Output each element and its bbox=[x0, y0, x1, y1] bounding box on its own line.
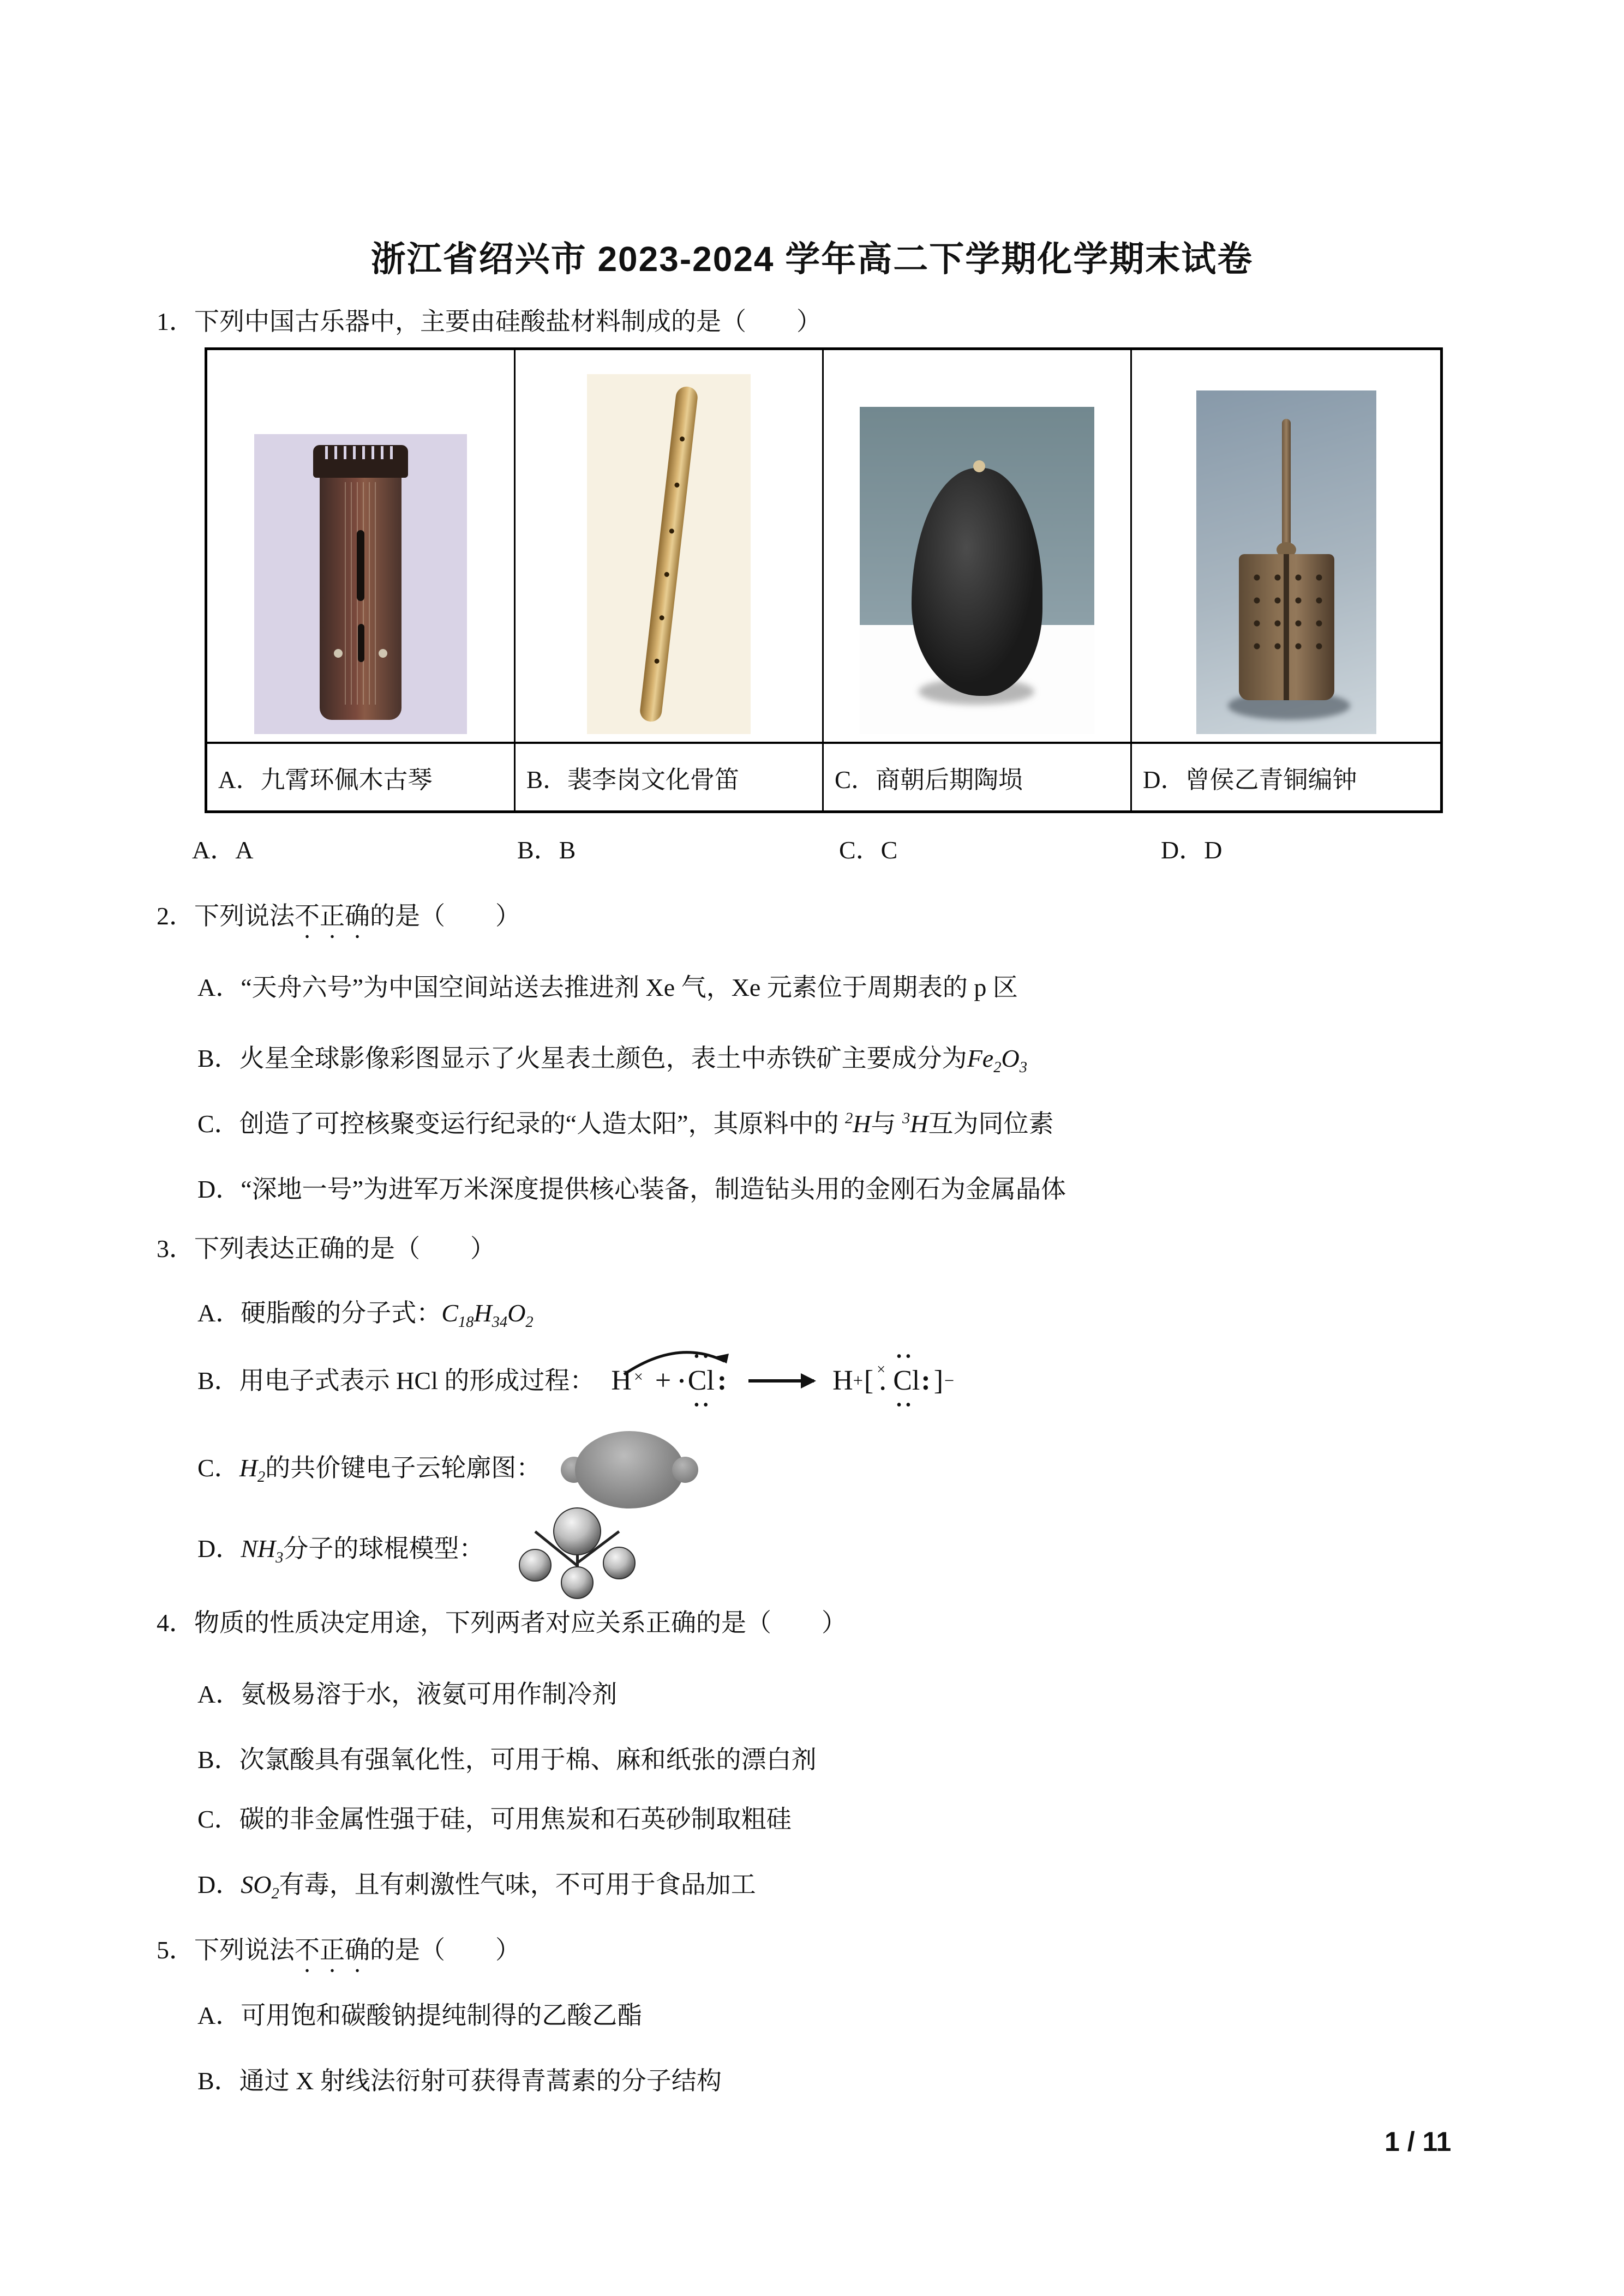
caption-guqin: A．九霄环佩木古琴 bbox=[207, 742, 516, 810]
bronze-bell-photo bbox=[1196, 390, 1376, 734]
bell-handle bbox=[1282, 419, 1291, 556]
question-1-stem: 1．下列中国古乐器中，主要由硅酸盐材料制成的是（ ） bbox=[157, 308, 822, 335]
emphasized-text: 不正确 bbox=[295, 902, 370, 930]
curved-arrow-icon bbox=[616, 1343, 745, 1379]
q5-option-a: A．可用饱和碳酸钠提纯制得的乙酸乙酯 bbox=[197, 2002, 643, 2029]
q4-option-a: A．氨极易溶于水，液氨可用作制冷剂 bbox=[197, 1680, 618, 1708]
question-2-stem: 2．下列说法不正确的是（ ） bbox=[157, 902, 520, 930]
hydrogen-ball bbox=[519, 1549, 552, 1582]
q2-option-d: D．“深地一号”为进军万米深度提供核心装备，制造钻头用的金刚石为金属晶体 bbox=[197, 1175, 1066, 1203]
q1-answer-b: B．B bbox=[517, 836, 576, 864]
q1-answer-c: C．C bbox=[839, 836, 898, 864]
caption-bell: D．曾侯乙青铜编钟 bbox=[1132, 742, 1440, 810]
q4-option-d: D．$SO_2$有毒，且有刺激性气味，不可用于食品加工 bbox=[197, 1871, 756, 1903]
hydrogen-ball bbox=[603, 1547, 636, 1579]
guqin-illustration bbox=[320, 448, 401, 720]
q5-option-b: B．通过 X 射线法衍射可获得青蒿素的分子结构 bbox=[197, 2067, 722, 2095]
flute-illustration bbox=[639, 386, 699, 723]
page-number: 1 / 11 bbox=[1385, 2126, 1452, 2157]
table-cell-xun bbox=[824, 350, 1132, 742]
pottery-xun-photo bbox=[860, 407, 1094, 734]
q2-option-a: A．“天舟六号”为中国空间站送去推进剂 Xe 气，Xe 元素位于周期表的 p 区 bbox=[197, 973, 1018, 1001]
q4-option-b: B．次氯酸具有强氧化性，可用于棉、麻和纸张的漂白剂 bbox=[197, 1746, 817, 1774]
q4-option-c: C．碳的非金属性强于硅，可用焦炭和石英砂制取粗硅 bbox=[197, 1805, 792, 1833]
reaction-arrow-icon bbox=[748, 1379, 814, 1383]
nitrogen-ball bbox=[553, 1507, 601, 1555]
hydrogen-ball bbox=[561, 1566, 594, 1599]
q2-option-c: C．创造了可控核聚变运行纪录的“人造太阳”，其原料中的 $^2$H与 $^3$H互为同位素 bbox=[197, 1110, 1054, 1138]
question-3-stem: 3．下列表达正确的是（ ） bbox=[157, 1235, 495, 1263]
question-4-stem: 4．物质的性质决定用途，下列两者对应关系正确的是（ ） bbox=[157, 1609, 847, 1637]
caption-bone-flute: B．裴李岗文化骨笛 bbox=[516, 742, 824, 810]
page-title: 浙江省绍兴市 2023-2024 学年高二下学期化学期末试卷 bbox=[370, 239, 1254, 279]
question-1-image-table bbox=[205, 347, 1443, 813]
q3-option-a: A．硬脂酸的分子式：$C_{18}H_{34}O_2$ bbox=[197, 1299, 534, 1331]
emphasized-text: 不正确 bbox=[295, 1936, 370, 1964]
table-cell-guqin bbox=[207, 350, 516, 742]
q3-option-c: C．$H_2$的共价键电子云轮廓图： bbox=[197, 1429, 698, 1511]
q1-answer-a: A．A bbox=[192, 836, 254, 864]
caption-xun: C．商朝后期陶埙 bbox=[824, 742, 1132, 810]
q3-option-d: D．$NH_3$分子的球棍模型： bbox=[197, 1499, 645, 1602]
bell-body bbox=[1239, 554, 1334, 700]
table-cell-bell bbox=[1132, 350, 1440, 742]
q2-option-b: B．火星全球影像彩图显示了火星表土颜色，表土中赤铁矿主要成分为$Fe_2O_3$ bbox=[197, 1044, 1027, 1077]
q3-option-b: B．用电子式表示 HCl 的形成过程： H × + • • • Cl • • : H + [ × • • • Cl • • : ] − bbox=[197, 1340, 954, 1422]
question-5-stem: 5．下列说法不正确的是（ ） bbox=[157, 1936, 520, 1964]
bone-flute-photo bbox=[587, 374, 751, 734]
nh3-ball-stick-model bbox=[509, 1499, 645, 1602]
guqin-photo bbox=[254, 434, 467, 734]
hcl-electron-formula-diagram: H × + • • • Cl • • : H + [ × • • • Cl • • : ] − bbox=[611, 1362, 954, 1399]
table-cell-bone-flute bbox=[516, 350, 824, 742]
q1-answer-d: D．D bbox=[1161, 836, 1223, 864]
